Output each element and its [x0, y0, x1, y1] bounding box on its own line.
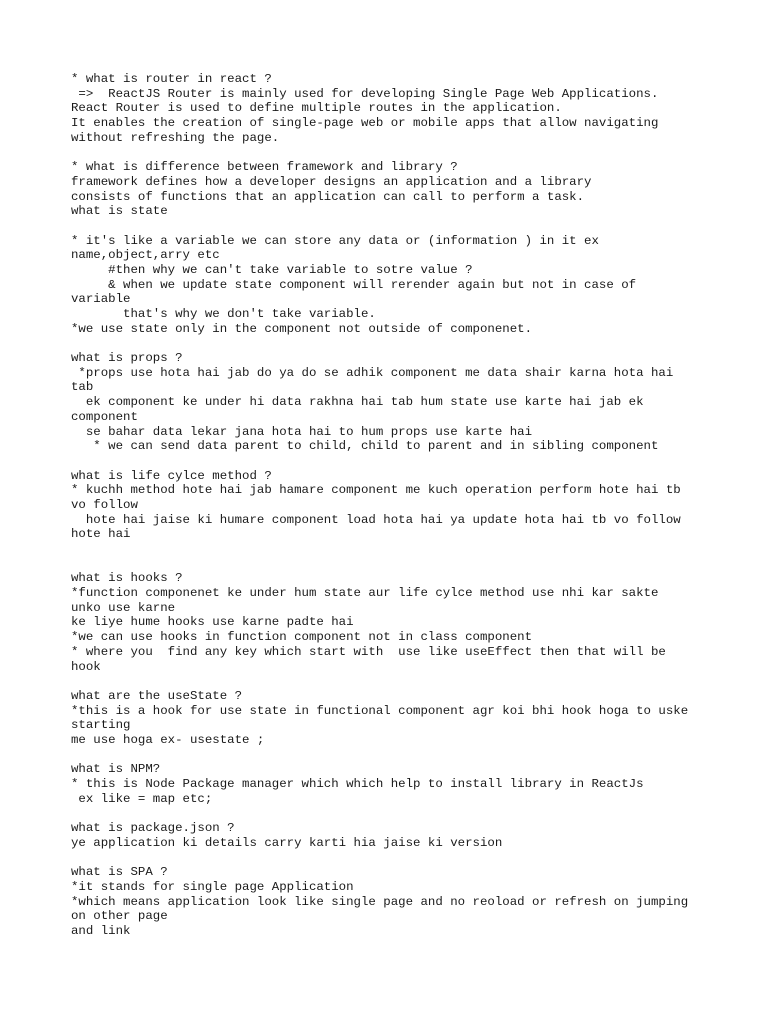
text-line: me use hoga ex- usestate ; — [71, 732, 265, 747]
text-line: what is life cylce method ? — [71, 468, 272, 483]
blank-line — [71, 542, 701, 557]
text-line: It enables the creation of single-page web or mobile apps that allow navigating — [71, 116, 659, 131]
text-line: & when we update state component will rerender again but not in case of — [71, 277, 637, 292]
text-line: => ReactJS Router is mainly used for developing Single Page Web Applications. — [71, 86, 659, 101]
text-line: *props use hota hai jab do ya do se adhik component me data shair karna hota hai — [71, 365, 674, 380]
text-line: * we can send data parent to child, child to parent and in sibling component — [71, 439, 659, 454]
document-page — [71, 72, 701, 939]
blank-line — [71, 336, 701, 351]
text-line: hote hai jaise ki humare component load hota hai ya update hota hai tb vo follow — [71, 512, 681, 527]
text-line: what is SPA ? — [71, 865, 168, 880]
text-line: * this is Node Package manager which which help to install library in ReactJs — [71, 777, 644, 791]
text-line: React Router is used to define multiple routes in the application. — [71, 101, 562, 116]
text-line: on other page — [71, 909, 168, 924]
text-line: unko use karne — [71, 600, 176, 615]
text-line: what is NPM? — [71, 762, 161, 777]
text-line: starting — [71, 718, 131, 733]
text-line: *this is a hook for use state in functional component agr koi bhi hook hoga to uske — [71, 703, 689, 718]
text-line: * kuchh method hote hai jab hamare component me kuch operation perform hote hai tb — [71, 483, 681, 498]
text-line: #then why we can't take variable to sotre value ? — [71, 262, 473, 277]
text-line: that's why we don't take variable. — [71, 307, 376, 321]
text-line: without refreshing the page. — [71, 130, 280, 145]
text-line: *it stands for single page Application — [71, 879, 354, 894]
blank-line — [71, 557, 701, 572]
blank-line — [71, 674, 701, 689]
blank-line — [71, 145, 701, 160]
text-line: * what is router in react ? — [71, 72, 272, 86]
text-line: variable — [71, 292, 131, 307]
text-line: * what is difference between framework and library ? — [71, 160, 458, 175]
text-line: what is state — [71, 204, 168, 219]
blank-line — [71, 219, 701, 234]
blank-line — [71, 454, 701, 469]
text-line: * it's like a variable we can store any data or (information ) in it ex — [71, 233, 599, 248]
text-line: ke liye hume hooks use karne padte hai — [71, 615, 354, 630]
text-line: hote hai — [71, 527, 131, 542]
text-line: hook — [71, 659, 101, 674]
text-line: and link — [71, 923, 131, 938]
text-line: tab — [71, 380, 94, 395]
text-line: se bahar data lekar jana hota hai to hum props use karte hai — [71, 424, 533, 439]
blank-line — [71, 806, 701, 821]
text-line: ek component ke under hi data rakhna hai tab hum state use karte hai jab ek — [71, 395, 644, 410]
text-line: vo follow — [71, 497, 138, 512]
text-line: what is hooks ? — [71, 571, 183, 586]
text-line: ex like = map etc; — [71, 791, 213, 806]
text-line: what is package.json ? — [71, 821, 235, 836]
text-line: *we can use hooks in function component not in class component — [71, 630, 533, 645]
text-line: * where you find any key which start with use like useEffect then that will be — [71, 644, 666, 659]
text-line: *which means application look like single page and no reoload or refresh on jumping — [71, 894, 689, 909]
text-line: ye application ki details carry karti hia jaise ki version — [71, 835, 503, 850]
text-line: consists of functions that an application can call to perform a task. — [71, 189, 585, 204]
blank-line — [71, 748, 701, 763]
text-line: what is props ? — [71, 351, 183, 366]
text-line: *we use state only in the component not outside of componenet. — [71, 321, 533, 336]
text-line: component — [71, 409, 138, 424]
text-line: name,object,arry etc — [71, 248, 220, 263]
text-line: what are the useState ? — [71, 688, 243, 703]
text-line: framework defines how a developer designs an application and a library — [71, 174, 592, 189]
text-line: *function componenet ke under hum state aur life cylce method use nhi kar sakte — [71, 586, 659, 601]
blank-line — [71, 850, 701, 865]
